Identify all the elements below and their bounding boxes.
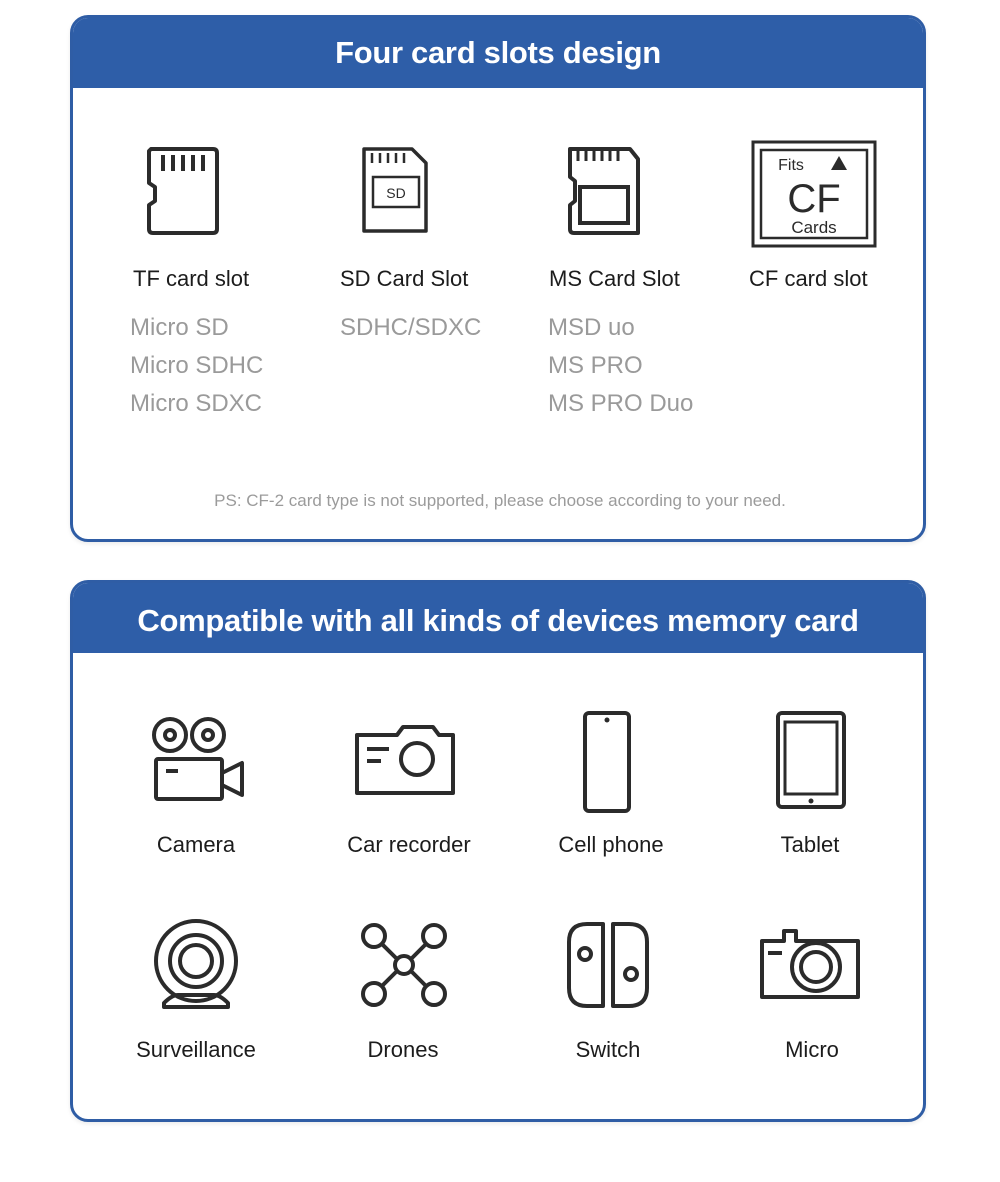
car-recorder-icon xyxy=(353,725,457,797)
webcam-icon xyxy=(150,915,242,1011)
tablet-icon xyxy=(775,710,847,810)
tf-supported-list xyxy=(130,309,263,423)
ms-card-icon xyxy=(566,145,642,237)
triangle-icon xyxy=(831,156,847,170)
sd-card-icon xyxy=(360,145,430,235)
device-label-drones: Drones xyxy=(367,1037,439,1062)
drone-icon xyxy=(358,920,450,1010)
supported-item: Micro SD xyxy=(130,314,229,341)
device-label-car-recorder: Car recorder xyxy=(347,832,471,857)
photo-camera-icon xyxy=(758,925,862,1001)
ms-supported-list xyxy=(548,309,693,423)
supported-item: SDHC/SDXC xyxy=(340,314,482,341)
supported-item: Micro SDXC xyxy=(130,390,263,417)
supported-item: MSD uo xyxy=(548,314,635,341)
device-label-cell-phone: Cell phone xyxy=(558,832,664,857)
card-slots-title: Four card slots design xyxy=(73,18,923,88)
supported-item: MS PRO Duo xyxy=(548,390,694,417)
slot-label-tf: TF card slot xyxy=(133,266,250,291)
microsd-card-icon xyxy=(145,145,220,237)
slot-label-cf: CF card slot xyxy=(749,266,868,291)
sd-supported-list xyxy=(340,309,481,347)
cf-card-icon xyxy=(751,140,877,248)
supported-item: Micro SDHC xyxy=(130,352,264,379)
supported-item: MS PRO xyxy=(548,352,643,379)
game-switch-icon xyxy=(565,920,651,1010)
devices-title: Compatible with all kinds of devices memory card xyxy=(73,583,923,653)
device-label-camera: Camera xyxy=(156,832,236,857)
cell-phone-icon xyxy=(582,710,632,814)
cf-icon-fits: Fits xyxy=(778,157,804,174)
slot-label-ms: MS Card Slot xyxy=(549,266,680,291)
video-camera-icon xyxy=(150,715,246,803)
cf-icon-cf: CF xyxy=(787,177,841,221)
device-label-switch: Switch xyxy=(575,1037,641,1062)
device-label-micro: Micro xyxy=(785,1037,839,1062)
slot-label-sd: SD Card Slot xyxy=(340,266,469,291)
compatibility-note: PS: CF-2 card type is not supported, please choose according to your need. xyxy=(214,491,786,510)
device-label-surveillance: Surveillance xyxy=(136,1037,256,1062)
device-label-tablet: Tablet xyxy=(780,832,840,857)
cf-icon-cards: Cards xyxy=(791,218,837,237)
sd-icon-text: SD xyxy=(386,185,406,201)
